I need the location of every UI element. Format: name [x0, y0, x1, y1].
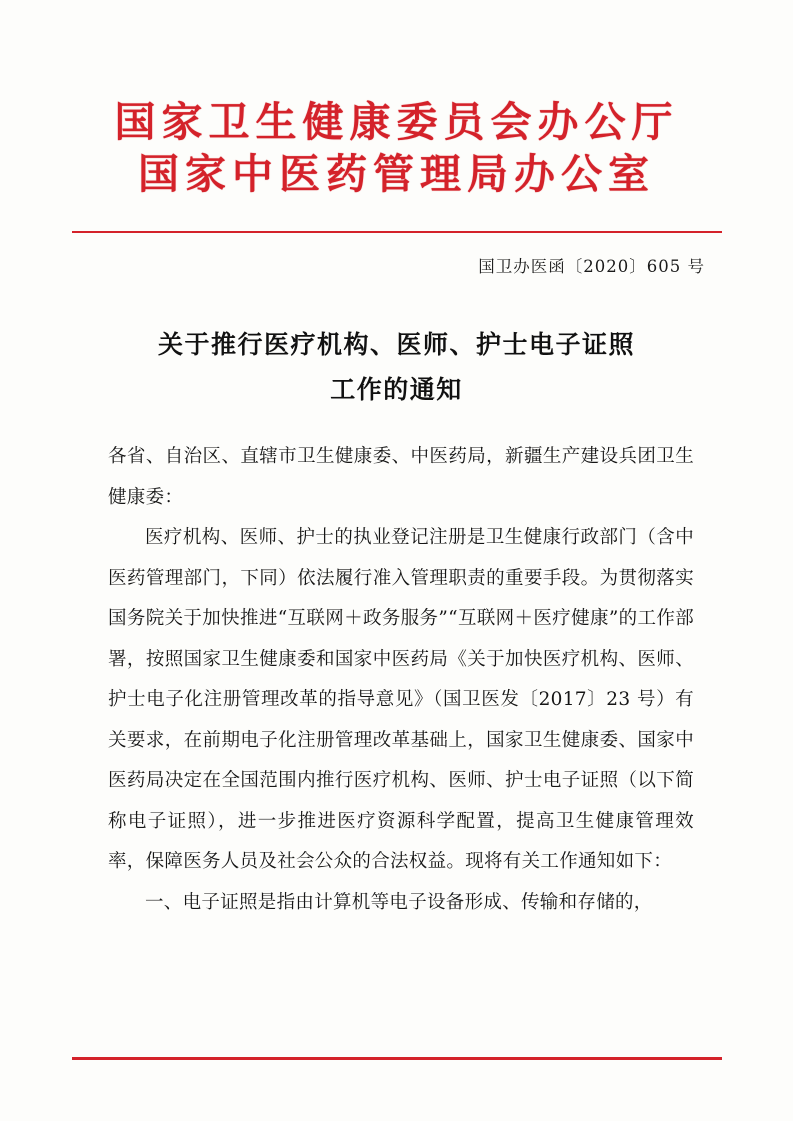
- body-paragraph-1: 医疗机构、医师、护士的执业登记注册是卫生健康行政部门（含中医药管理部门，下同）依法履行准入管理职责的重要手段。为贯彻落实国务院关于加快推进“互联网＋政务服务”“互联网＋医疗健康”的工作部署，按照国家卫生健康委和国家中医药局《关于加快医疗机构、医师、护士电子化注册管理改革的指导意见》（国卫医发〔2017〕23 号）有关要求，在前期电子化注册管理改革基础上，国家卫生健康委、国家中医药局决定在全国范围内推行医疗机构、医师、护士电子证照（以下简称电子证照），进一步推进医疗资源科学配置，提高卫生健康管理效率，保障医务人员及社会公众的合法权益。现将有关工作通知如下：: [108, 527, 694, 872]
- title-line-2: 工作的通知: [330, 375, 463, 404]
- document-title: [0, 322, 793, 412]
- footer-divider-bottom: [72, 1057, 722, 1060]
- body-paragraph-2: 一、电子证照是指由计算机等电子设备形成、传输和存储的，: [145, 891, 653, 913]
- masthead-line-1: 国家卫生健康委员会办公厅: [114, 98, 679, 146]
- salutation: 各省、自治区、直辖市卫生健康委、中医药局，新疆生产建设兵团卫生健康委：: [108, 446, 694, 508]
- title-line-1: 关于推行医疗机构、医师、护士电子证照: [157, 330, 635, 359]
- document-body: [108, 437, 694, 923]
- header-divider-top: [72, 231, 722, 233]
- masthead-line-2: 国家中医药管理局办公室: [138, 150, 655, 198]
- document-number: 国卫办医函〔2020〕605 号: [478, 257, 705, 276]
- masthead: [0, 96, 793, 200]
